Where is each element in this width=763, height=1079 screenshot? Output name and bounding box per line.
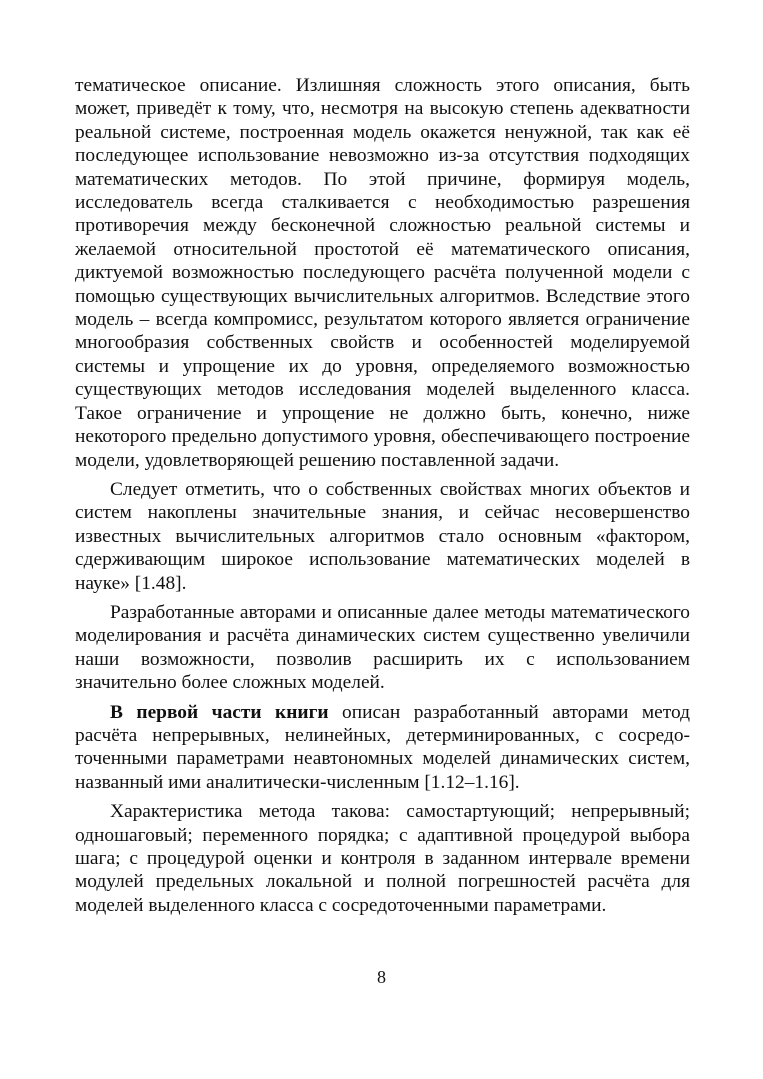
paragraph-1: тематическое описание. Излишняя сложность этого описания, быть может, приведёт к тому, что, несмотря на высокую степень адекватности реальной системе, построенная модель окажется ненужной, так как её последующее использование невозможно из-за отсутствия подходящих математических методов. По этой причине, формируя модель, исследователь всегда сталкивается с необходимостью разрешения противоречия между бесконечной сложностью реальной системы и желаемой относительной простотой её математического описания, диктуемой возможностью последующего расчёта полученной модели с помощью существующих вычислительных алгоритмов. Вследствие этого модель – всегда компромисс, результатом которого является ограничение многообразия собственных свойств и особенностей моделируемой системы и упрощение их до уровня, определяемого возможностью существующих методов исследования моделей выделенного класса. Такое ограничение и упрощение не должно быть, конечно, ниже некоторого предельно допустимого уровня, обеспечивающего построение модели, удовлетворяющей решению поставленной задачи. bbox=[75, 75, 690, 471]
paragraph-4 bbox=[75, 701, 690, 795]
paragraph-3: Разработанные авторами и описанные далее методы математического моделирования и расчёта динамических систем существенно увеличили наши возможности, позволив расширить их с использованием значительно более сложных моделей. bbox=[75, 601, 690, 694]
paragraph-4-text: описан разработанный авторами метод расчёта непрерывных, нелинейных, детерминированных, с сосредоточенными параметрами неавтономных моделей динамических систем, названный ими аналитически-численным [1.12–1.16]. bbox=[75, 701, 690, 793]
paragraph-4-bold-lead: В первой части книги bbox=[110, 701, 329, 723]
page-number: 8 bbox=[377, 967, 386, 987]
document-page bbox=[75, 74, 690, 923]
paragraph-5: Характеристика метода такова: самостартующий; непрерывный; одношаговый; переменного порядка; с адаптивной процедурой выбора шага; с процедурой оценки и контроля в заданном интервале времени модулей предельных локальной и полной погрешностей расчёта для моделей выделенного класса с сосредоточенными параметрами. bbox=[75, 801, 690, 916]
paragraph-2: Следует отметить, что о собственных свойствах многих объектов и систем накоплены значительные знания, и сейчас несовершенство известных вычислительных алгоритмов стало основным «фактором, сдерживающим широкое использование математических моделей в науке» [1.48]. bbox=[75, 478, 690, 594]
